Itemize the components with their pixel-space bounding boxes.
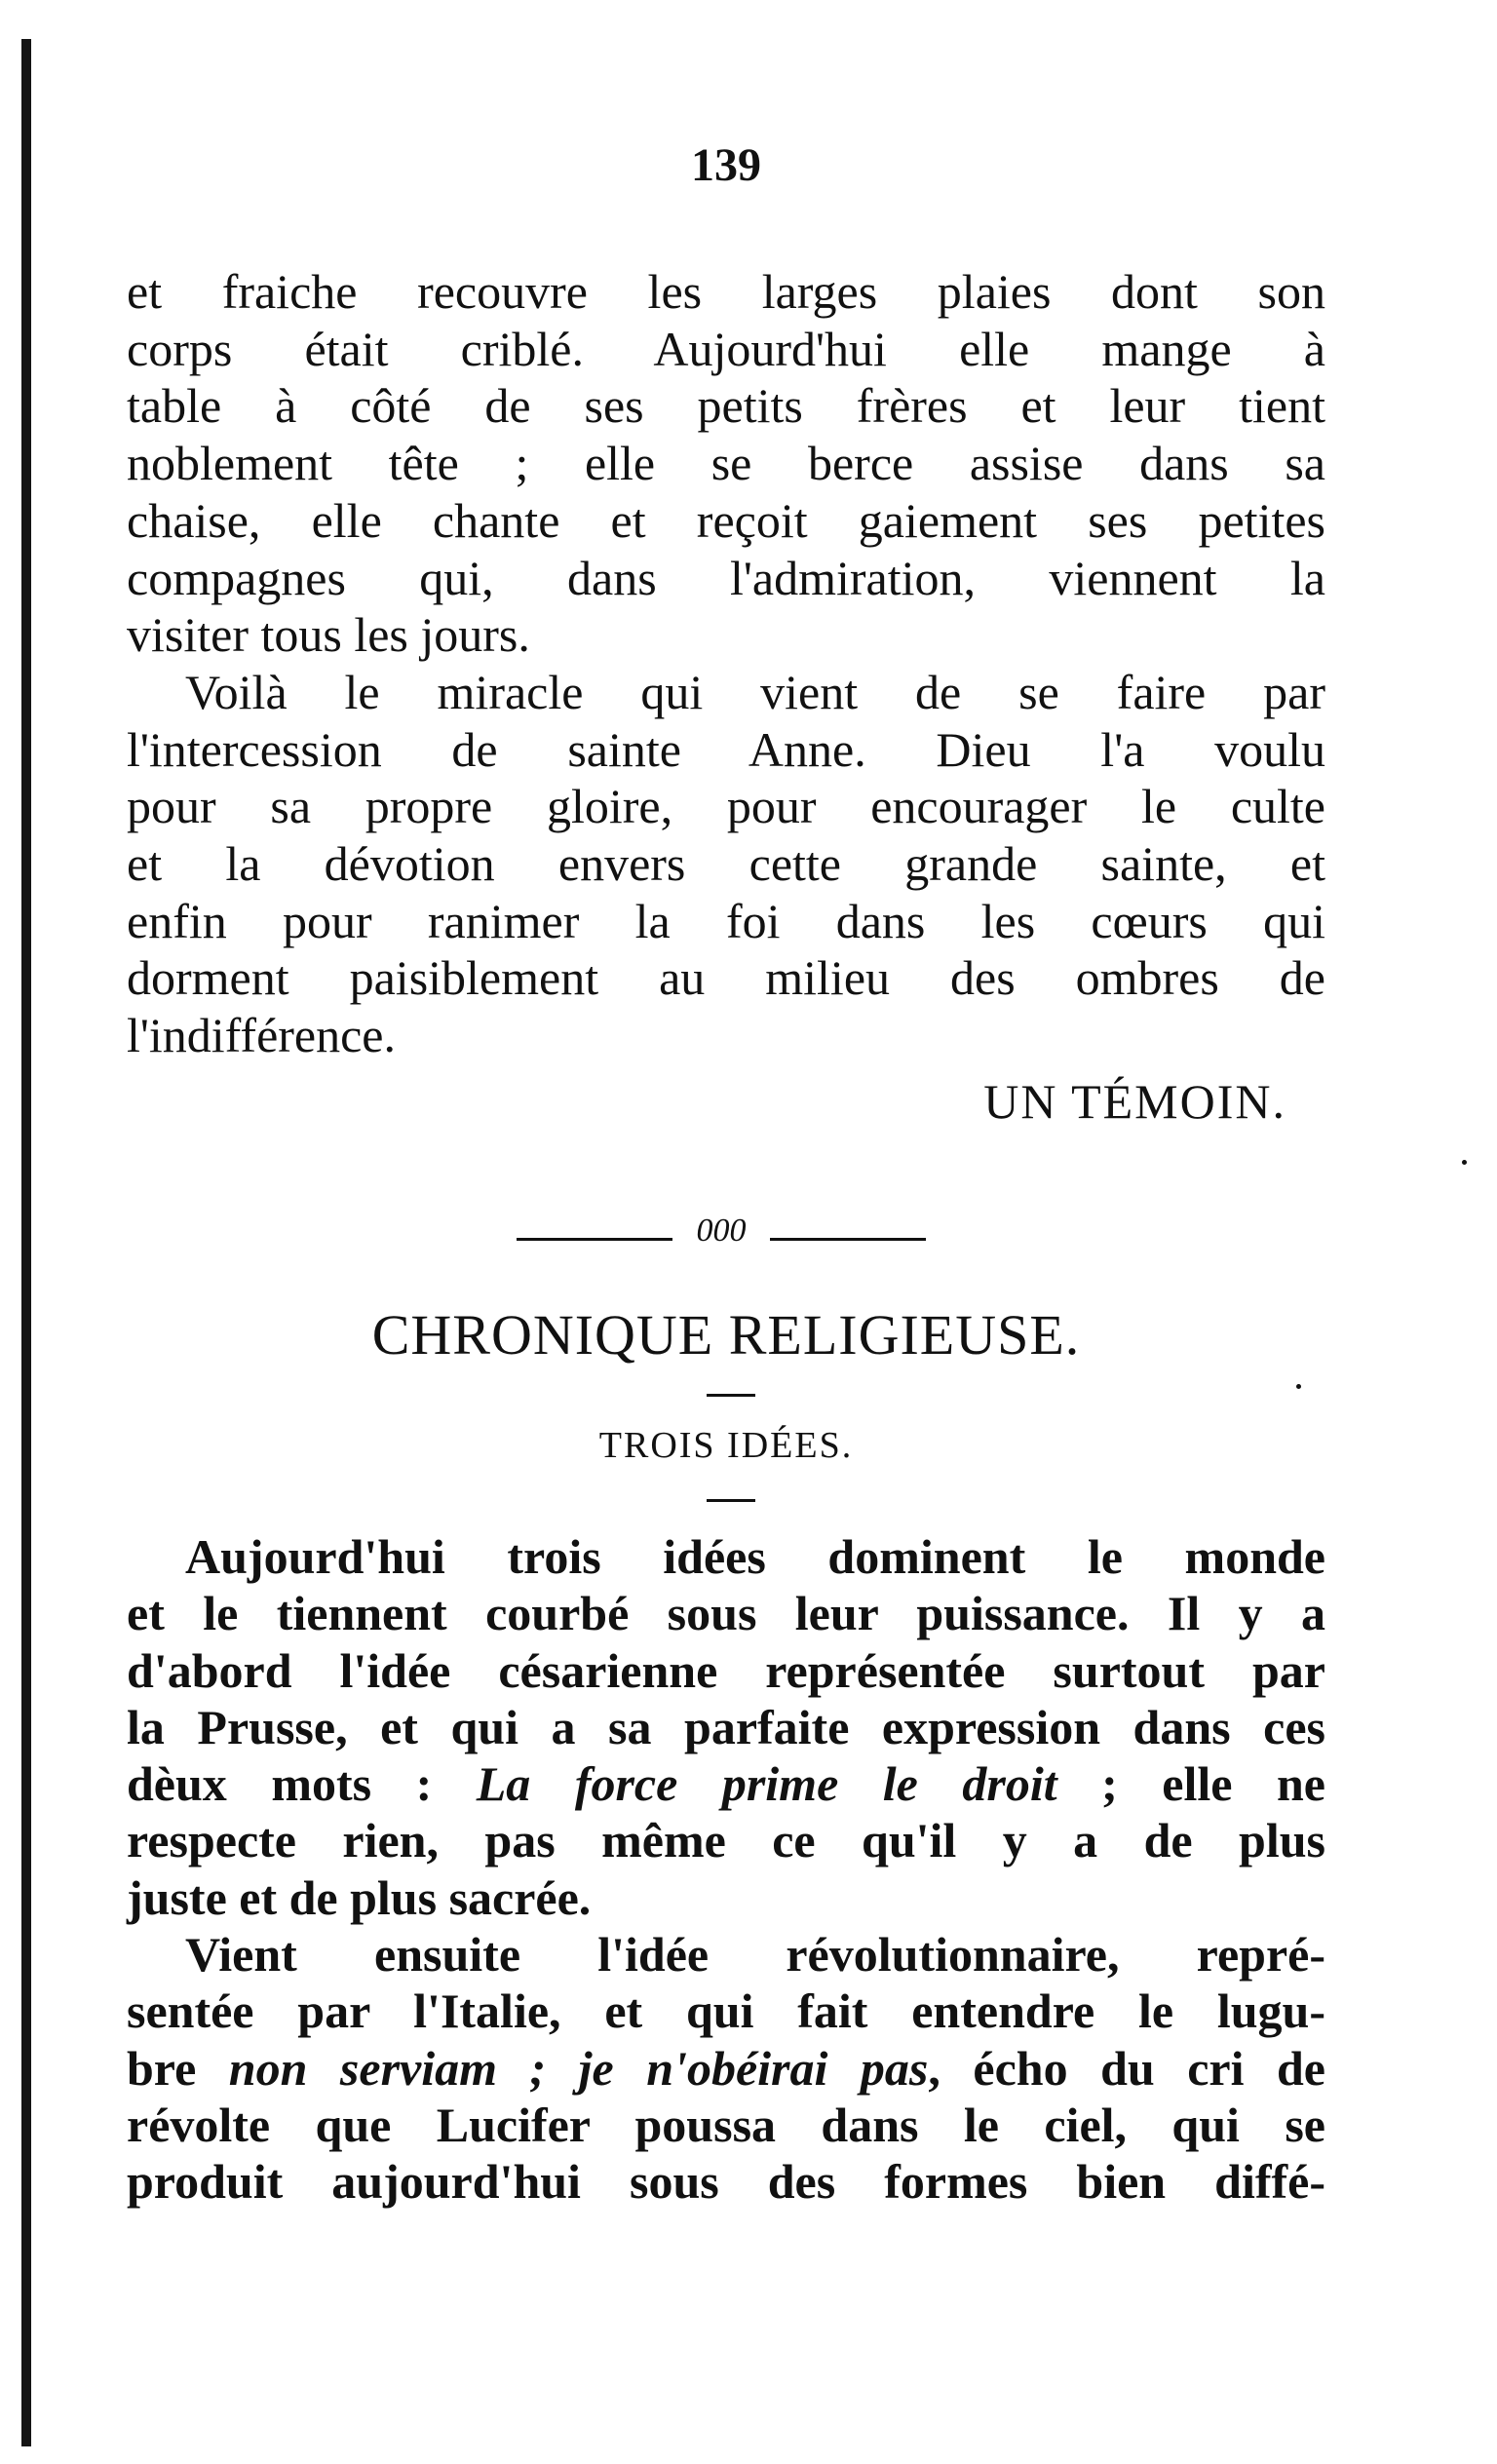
separator-ornament: 000	[696, 1213, 747, 1249]
page-binding-edge	[21, 39, 31, 2446]
subheading-rule	[707, 1499, 755, 1502]
text-line: visiter tous les jours.	[127, 607, 530, 663]
text-line	[127, 2040, 1325, 2097]
italic-quote: La force prime le droit	[476, 1756, 1057, 1812]
text-line: corps était criblé. Aujourd'hui elle mange à	[127, 321, 1325, 376]
italic-quote: non serviam ; je n'obéirai pas	[228, 2040, 929, 2096]
text-line: la Prusse, et qui a sa parfaite expression dans ces	[127, 1699, 1325, 1754]
text-line: révolte que Lucifer poussa dans le ciel, qui se	[127, 2097, 1325, 2152]
text-run: ; elle ne	[1056, 1756, 1325, 1812]
section-separator	[517, 1209, 926, 1257]
text-line: noblement tête ; elle se berce assise dans sa	[127, 436, 1325, 491]
text-run: bre	[127, 2040, 229, 2096]
text-run: dèux mots :	[127, 1756, 477, 1812]
text-line: Vient ensuite l'idée révolutionnaire, repré-	[185, 1927, 1325, 1983]
text-line: pour sa propre gloire, pour encourager le culte	[127, 779, 1325, 834]
text-line: Voilà le miracle qui vient de se faire par	[185, 664, 1325, 719]
text-run: , écho du cri de	[928, 2040, 1325, 2096]
page-number: 139	[691, 139, 761, 191]
text-line: d'abord l'idée césarienne représentée surtout par	[127, 1642, 1325, 1698]
text-line: respecte rien, pas même ce qu'il y a de plus	[127, 1813, 1325, 1868]
text-line: sentée par l'Italie, et qui fait entendre le lugu-	[127, 1983, 1325, 2039]
lower-text-block	[127, 1528, 1325, 2211]
book-page	[127, 136, 1325, 2427]
text-line: table à côté de ses petits frères et leur tient	[127, 378, 1325, 434]
text-line: et la dévotion envers cette grande sainte, et	[127, 836, 1325, 892]
text-line: juste et de plus sacrée.	[127, 1869, 592, 1925]
upper-text-block	[127, 263, 1325, 1064]
signature: UN TÉMOIN.	[983, 1074, 1286, 1129]
text-line: l'indifférence.	[127, 1008, 397, 1063]
separator-rule-right	[770, 1238, 926, 1241]
text-line: et le tiennent courbé sous leur puissance. Il y a	[127, 1586, 1325, 1641]
text-line: compagnes qui, dans l'admiration, viennent la	[127, 550, 1325, 605]
section-subheading: TROIS IDÉES.	[598, 1425, 854, 1466]
separator-rule-left	[517, 1238, 672, 1241]
text-line: l'intercession de sainte Anne. Dieu l'a voulu	[127, 721, 1325, 777]
print-speck	[1296, 1384, 1301, 1389]
text-line: et fraiche recouvre les larges plaies dont son	[127, 264, 1325, 319]
text-line: enfin pour ranimer la foi dans les cœurs qui	[127, 893, 1325, 948]
text-line	[127, 1755, 1325, 1812]
text-line: produit aujourd'hui sous des formes bien diffé-	[127, 2154, 1325, 2210]
text-line: chaise, elle chante et reçoit gaiement ses petites	[127, 492, 1325, 548]
text-line: Aujourd'hui trois idées dominent le monde	[185, 1529, 1325, 1584]
section-heading: CHRONIQUE RELIGIEUSE.	[371, 1303, 1081, 1367]
text-line: dorment paisiblement au milieu des ombres de	[127, 950, 1325, 1006]
print-speck	[1462, 1160, 1467, 1165]
heading-rule	[707, 1394, 755, 1397]
